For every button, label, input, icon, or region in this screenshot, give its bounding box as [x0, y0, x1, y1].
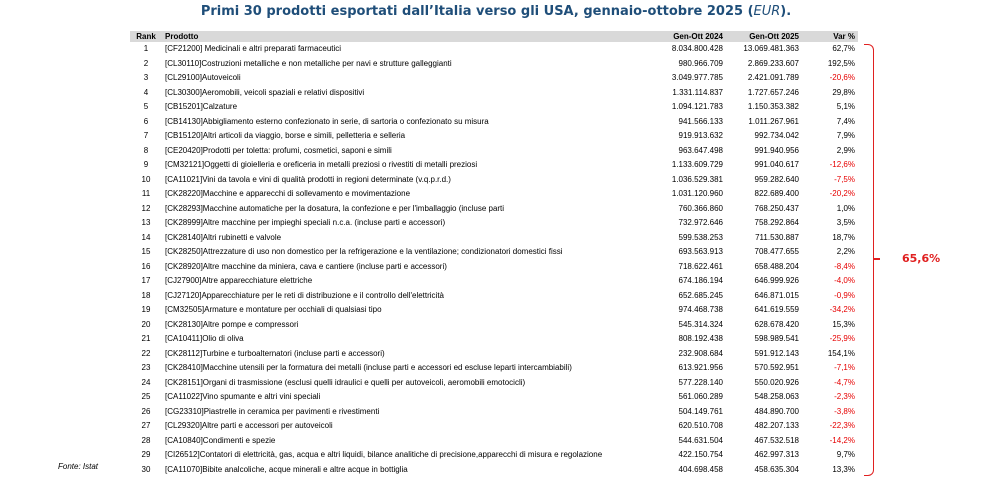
product-cell: [CL30110]Costruzioni metalliche e non metalliche per navi e strutture galleggianti	[165, 58, 452, 68]
var-cell: -4,7%	[834, 377, 855, 387]
var-cell: -20,2%	[829, 189, 855, 199]
value-2025-cell: 598.989.541	[754, 334, 799, 344]
value-2025-cell: 570.592.951	[754, 363, 799, 373]
table-row	[130, 129, 858, 144]
value-2024-cell: 693.563.913	[678, 247, 723, 257]
value-2024-cell: 808.192.438	[678, 334, 723, 344]
product-cell: [CK28151]Organi di trasmissione (esclusi quelli idraulici e quelli per autoveicoli, aeromobili emotocicli)	[165, 377, 526, 387]
value-2024-cell: 545.314.324	[678, 319, 723, 329]
product-cell: [CK28293]Macchine automatiche per la dosatura, la confezione e per l'imballaggio (incluse parti	[165, 203, 505, 213]
rank-cell: 8	[143, 145, 149, 155]
var-cell: 13,3%	[832, 464, 855, 474]
value-2024-cell: 599.538.253	[678, 232, 723, 242]
rank-cell: 6	[143, 116, 149, 126]
product-cell: [CJ27900]Altre apparecchiature elettriche	[165, 276, 313, 286]
product-cell: [CK28112]Turbine e turboalternatori (incluse parti e accessori)	[165, 348, 385, 358]
table-row	[130, 42, 858, 57]
var-cell: -22,3%	[829, 421, 855, 431]
bracket-tick	[874, 258, 880, 260]
value-2025-cell: 13.069.481.363	[743, 44, 799, 54]
table-row	[130, 419, 858, 434]
value-2025-cell: 708.477.655	[754, 247, 799, 257]
table-row	[130, 405, 858, 420]
rank-cell: 23	[141, 363, 151, 373]
rank-cell: 5	[143, 102, 149, 112]
rank-cell: 26	[141, 406, 151, 416]
table-row	[130, 187, 858, 202]
value-2024-cell: 652.685.245	[678, 290, 723, 300]
value-2025-cell: 1.150.353.382	[747, 102, 799, 112]
value-2025-cell: 2.869.233.607	[747, 58, 799, 68]
product-cell: [CA11021]Vini da tavola e vini di qualità prodotti in regioni determinate (v.q.p.r.d.)	[165, 174, 451, 184]
product-cell: [CE20420]Prodotti per toletta: profumi, cosmetici, saponi e simili	[165, 145, 392, 155]
product-cell: [CK28250]Attrezzature di uso non domestico per la refrigerazione e la ventilazione; condizionatori domestici fissi	[165, 247, 563, 257]
value-2024-cell: 760.366.860	[678, 203, 723, 213]
bracket-annotation	[864, 44, 874, 476]
value-2024-cell: 1.036.529.381	[671, 174, 723, 184]
var-cell: -20,6%	[829, 73, 855, 83]
rank-cell: 9	[143, 160, 149, 170]
var-cell: -8,4%	[834, 261, 855, 271]
value-2025-cell: 458.635.304	[754, 464, 799, 474]
value-2024-cell: 561.060.289	[678, 392, 723, 402]
table-row	[130, 57, 858, 72]
value-2025-cell: 1.727.657.246	[747, 87, 799, 97]
value-2025-cell: 768.250.437	[754, 203, 799, 213]
value-2024-cell: 732.972.646	[678, 218, 723, 228]
table-row	[130, 361, 858, 376]
var-cell: 3,5%	[836, 218, 855, 228]
rank-cell: 28	[141, 435, 151, 445]
product-cell: [CA10411]Olio di oliva	[165, 334, 244, 344]
value-2025-cell: 991.040.617	[754, 160, 799, 170]
value-2024-cell: 577.228.140	[678, 377, 723, 387]
value-2024-cell: 422.150.754	[678, 450, 723, 460]
product-cell: [CI26512]Contatori di elettricità, gas, acqua e altri liquidi, bilance analitiche di precisione,apparecchi di misura e regolazione	[165, 450, 603, 460]
table-row	[130, 158, 858, 173]
table-row	[130, 231, 858, 246]
rank-cell: 22	[141, 348, 151, 358]
var-cell: -25,9%	[829, 334, 855, 344]
rank-cell: 15	[141, 247, 151, 257]
var-cell: 62,7%	[832, 44, 855, 54]
product-cell: [CG23310]Piastrelle in ceramica per pavimenti e rivestimenti	[165, 406, 380, 416]
value-2025-cell: 822.689.400	[754, 189, 799, 199]
value-2025-cell: 2.421.091.789	[747, 73, 799, 83]
var-cell: 29,8%	[832, 87, 855, 97]
var-cell: 5,1%	[836, 102, 855, 112]
rank-cell: 7	[143, 131, 149, 141]
value-2025-cell: 462.997.313	[754, 450, 799, 460]
product-cell: [CA11022]Vino spumante e altri vini speciali	[165, 392, 321, 402]
rank-cell: 18	[141, 290, 151, 300]
rank-cell: 24	[141, 377, 151, 387]
rank-cell: 19	[141, 305, 151, 315]
table-row	[130, 173, 858, 188]
product-cell: [CK28920]Altre macchine da miniera, cava e cantiere (incluse parti e accessori)	[165, 261, 447, 271]
rank-cell: 17	[141, 276, 151, 286]
var-cell: 1,0%	[836, 203, 855, 213]
value-2024-cell: 8.034.800.428	[671, 44, 723, 54]
table-row	[130, 100, 858, 115]
value-2024-cell: 1.331.114.837	[672, 87, 723, 97]
title-close: ).	[780, 4, 792, 19]
value-2025-cell: 959.282.640	[754, 174, 799, 184]
rank-cell: 2	[143, 58, 149, 68]
table-row	[130, 463, 858, 478]
var-cell: -14,2%	[829, 435, 855, 445]
var-cell: -2,3%	[834, 392, 855, 402]
rank-cell: 14	[141, 232, 151, 242]
table-row	[130, 86, 858, 101]
table-row	[130, 390, 858, 405]
table-header-row	[130, 31, 858, 42]
value-2024-cell: 674.186.194	[678, 276, 723, 286]
header-2025: Gen-Ott 2025	[726, 31, 802, 42]
rank-cell: 10	[141, 174, 151, 184]
var-cell: 9,7%	[836, 450, 855, 460]
value-2024-cell: 504.149.761	[678, 406, 723, 416]
product-cell: [CB15120]Altri articoli da viaggio, borse e simili, pelletteria e selleria	[165, 131, 406, 141]
var-cell: -7,1%	[834, 363, 855, 373]
rank-cell: 25	[141, 392, 151, 402]
product-cell: [CF21200] Medicinali e altri preparati farmaceutici	[165, 44, 342, 54]
rank-cell: 20	[141, 319, 151, 329]
product-cell: [CM32121]Oggetti di gioielleria e oreficeria in metalli preziosi o rivestiti di metalli preziosi	[165, 160, 478, 170]
value-2024-cell: 620.510.708	[678, 421, 723, 431]
var-cell: -0,9%	[834, 290, 855, 300]
var-cell: -3,8%	[834, 406, 855, 416]
source-note: Fonte: Istat	[58, 462, 99, 471]
rank-cell: 11	[141, 189, 151, 199]
chart-title	[0, 4, 992, 19]
rank-cell: 3	[143, 73, 149, 83]
table-row	[130, 318, 858, 333]
value-2024-cell: 718.622.461	[678, 261, 723, 271]
title-currency: EUR	[753, 4, 781, 19]
table-row	[130, 260, 858, 275]
table-row	[130, 347, 858, 362]
product-cell: [CK28410]Macchine utensili per la formatura dei metalli (incluse parti e accessori ed escluse leparti intercambiabili)	[165, 363, 572, 373]
product-cell: [CA10840]Condimenti e spezie	[165, 435, 276, 445]
product-cell: [CL29320]Altre parti e accessori per autoveicoli	[165, 421, 333, 431]
var-cell: 15,3%	[832, 319, 855, 329]
value-2025-cell: 991.940.956	[754, 145, 799, 155]
rank-cell: 29	[141, 450, 151, 460]
value-2024-cell: 3.049.977.785	[671, 73, 723, 83]
rank-cell: 1	[143, 44, 149, 54]
value-2025-cell: 550.020.926	[754, 377, 799, 387]
var-cell: 192,5%	[827, 58, 855, 68]
header-2024: Gen-Ott 2024	[650, 31, 726, 42]
product-cell: [CK28220]Macchine e apparecchi di sollevamento e movimentazione	[165, 189, 411, 199]
product-cell: [CB15201]Calzature	[165, 102, 238, 112]
var-cell: 154,1%	[827, 348, 855, 358]
product-cell: [CJ27120]Apparecchiature per le reti di distribuzione e il controllo dell'elettricità	[165, 290, 445, 300]
value-2024-cell: 404.698.458	[678, 464, 723, 474]
product-cell: [CK28999]Altre macchine per impieghi speciali n.c.a. (incluse parti e accessori)	[165, 218, 446, 228]
table-row	[130, 332, 858, 347]
value-2025-cell: 641.619.559	[754, 305, 799, 315]
header-var: Var %	[802, 31, 858, 42]
table-row	[130, 115, 858, 130]
product-cell: [CM32505]Armature e montature per occhiali di qualsiasi tipo	[165, 305, 382, 315]
var-cell: 7,4%	[836, 116, 855, 126]
value-2024-cell: 1.031.120.960	[671, 189, 723, 199]
value-2025-cell: 992.734.042	[754, 131, 799, 141]
value-2025-cell: 467.532.518	[754, 435, 799, 445]
var-cell: -12,6%	[829, 160, 855, 170]
value-2025-cell: 548.258.063	[754, 392, 799, 402]
value-2025-cell: 482.207.133	[754, 421, 799, 431]
rank-cell: 21	[141, 334, 151, 344]
rank-cell: 13	[141, 218, 151, 228]
value-2024-cell: 544.631.504	[678, 435, 723, 445]
value-2025-cell: 646.871.015	[754, 290, 799, 300]
value-2024-cell: 919.913.632	[678, 131, 723, 141]
var-cell: 18,7%	[832, 232, 855, 242]
product-cell: [CA11070]Bibite analcoliche, acque minerali e altre acque in bottiglia	[165, 464, 408, 474]
exports-table	[130, 31, 858, 477]
value-2024-cell: 963.647.498	[678, 145, 723, 155]
value-2025-cell: 591.912.143	[754, 348, 799, 358]
product-cell: [CL29100]Autoveicoli	[165, 73, 241, 83]
table-row	[130, 202, 858, 217]
value-2025-cell: 758.292.864	[754, 218, 799, 228]
table-row	[130, 245, 858, 260]
table-row	[130, 289, 858, 304]
value-2025-cell: 711.530.887	[755, 232, 799, 242]
value-2025-cell: 646.999.926	[754, 276, 799, 286]
value-2025-cell: 658.488.204	[754, 261, 799, 271]
value-2025-cell: 1.011.267.961	[748, 116, 799, 126]
table-body	[130, 42, 858, 477]
table-row	[130, 71, 858, 86]
table-row	[130, 376, 858, 391]
rank-cell: 12	[141, 203, 151, 213]
var-cell: -7,5%	[834, 174, 855, 184]
value-2025-cell: 628.678.420	[754, 319, 799, 329]
table-row	[130, 448, 858, 463]
value-2024-cell: 941.566.133	[678, 116, 723, 126]
value-2024-cell: 232.908.684	[678, 348, 723, 358]
product-cell: [CL30300]Aeromobili, veicoli spaziali e relativi dispositivi	[165, 87, 365, 97]
table-row	[130, 274, 858, 289]
table-row	[130, 434, 858, 449]
title-main: Primi 30 prodotti esportati dall’Italia verso gli USA, gennaio-ottobre 2025 (	[200, 4, 754, 19]
product-cell: [CB14130]Abbigliamento esterno confezionato in serie, di sartoria o confezionato su misura	[165, 116, 489, 126]
var-cell: 2,2%	[836, 247, 855, 257]
var-cell: -4,0%	[834, 276, 855, 286]
table-row	[130, 216, 858, 231]
value-2024-cell: 1.133.609.729	[671, 160, 723, 170]
table-row	[130, 303, 858, 318]
value-2024-cell: 974.468.738	[678, 305, 723, 315]
var-cell: 2,9%	[836, 145, 855, 155]
share-annotation: 65,6%	[902, 252, 941, 265]
rank-cell: 4	[143, 87, 149, 97]
var-cell: 7,9%	[836, 131, 855, 141]
rank-cell: 16	[141, 261, 151, 271]
value-2024-cell: 1.094.121.783	[671, 102, 723, 112]
rank-cell: 27	[141, 421, 151, 431]
product-cell: [CK28140]Altri rubinetti e valvole	[165, 232, 282, 242]
value-2024-cell: 980.966.709	[678, 58, 723, 68]
header-rank: Rank	[130, 31, 162, 42]
value-2025-cell: 484.890.700	[754, 406, 799, 416]
var-cell: -34,2%	[829, 305, 855, 315]
rank-cell: 30	[141, 464, 151, 474]
header-product: Prodotto	[162, 31, 650, 42]
product-cell: [CK28130]Altre pompe e compressori	[165, 319, 299, 329]
table-row	[130, 144, 858, 159]
value-2024-cell: 613.921.956	[678, 363, 723, 373]
